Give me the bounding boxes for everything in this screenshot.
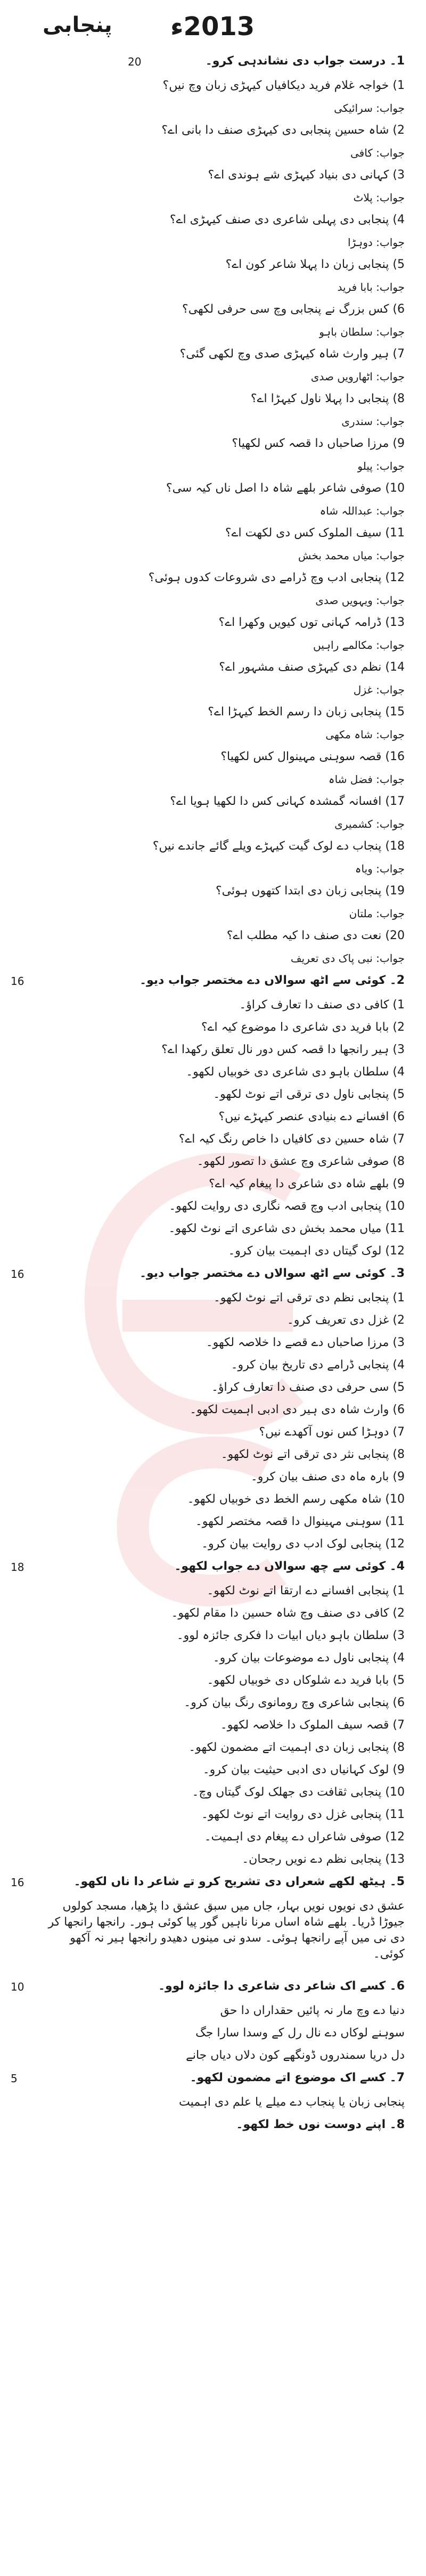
- answer-line: جواب: مکالمے راہیں: [313, 639, 405, 651]
- question-line: 12) صوفی شاعراں دے پیغام دی اہمیت۔: [204, 1830, 405, 1844]
- question-line: 5) پنجابی ناول دی ترقی اتے نوٹ لکھو۔: [213, 1088, 405, 1101]
- paragraph: عشق دی نویوں نویں بہار، جاں میں سبق عشق دا پڑھیا، مسجد کولوں جیوڑا ڈریا۔ بلھے شاہ اساں مرنا ناہیں گور پیا کوئی ہور۔ رانجھا رانجھا کر دی نی میں آپے رانجھا ہوئی۔ سدو نی مینوں دھیدو رانجھا ہیر نہ آکھو کوئی۔: [48, 1900, 405, 1961]
- question-line: 8) پنجابی دا پہلا ناول کیہڑا اے؟: [250, 392, 405, 405]
- section-heading: 8۔ اپنے دوست نوں خط لکھو۔: [236, 2118, 405, 2131]
- question-line: 2) کافی دی صنف وچ شاہ حسین دا مقام لکھو۔: [171, 1607, 405, 1620]
- question-line: 2) غزل دی تعریف کرو۔: [286, 1314, 405, 1327]
- question-line: 9) بلھے شاہ دی شاعری دا پیغام کیہ اے؟: [209, 1177, 405, 1191]
- question-line: 5) پنجابی زبان دا پہلا شاعر کون اے؟: [225, 258, 405, 271]
- subject-title: پنجابی: [43, 13, 112, 37]
- question-line: 10) صوفی شاعر بلھے شاہ دا اصل ناں کیہ سی؟: [166, 482, 405, 495]
- answer-line: جواب: ویاہ: [355, 862, 405, 875]
- question-line: پنجابی زبان یا پنجاب دے میلے یا علم دی اہمیت: [178, 2096, 405, 2109]
- question-line: 19) پنجابی زبان دی ابتدا کتھوں ہوئی؟: [216, 884, 405, 898]
- answer-line: جواب: غزل: [353, 683, 405, 696]
- question-line: 8) صوفی شاعری وچ عشق دا تصور لکھو۔: [196, 1155, 405, 1168]
- question-line: 13) ڈرامہ کہانی توں کیویں وکھرا اے؟: [218, 616, 405, 629]
- question-line: 11) سیف الملوک کس دی لکھت اے؟: [225, 526, 405, 540]
- question-line: 3) کہانی دی بنیاد کیہڑی شے ہوندی اے؟: [208, 168, 405, 182]
- question-line: 12) پنجابی ادب وچ ڈرامے دی شروعات کدوں ہوئی؟: [148, 571, 405, 584]
- question-line: 1) خواجہ غلام فرید دیکافیاں کیہڑی زبان وچ نیں؟: [162, 79, 405, 92]
- answer-line: جواب: کشمیری: [334, 818, 405, 830]
- question-line: 1) پنجابی افسانے دے ارتقا اتے نوٹ لکھو۔: [207, 1584, 405, 1597]
- section-heading: 4۔ کوئی سے چھ سوالاں دے جواب لکھو۔: [174, 1560, 405, 1573]
- question-line: 4) پنجابی ناول دے موضوعات بیان کرو۔: [212, 1651, 405, 1665]
- question-line: 6) کس بزرگ نے پنجابی وچ سی حرفی لکھی؟: [182, 303, 405, 316]
- answer-line: جواب: ویہویں صدی: [315, 594, 405, 607]
- question-line: 4) پنجابی ڈرامے دی تاریخ بیان کرو۔: [231, 1358, 405, 1372]
- marks-value: 16: [11, 1268, 24, 1281]
- question-line: 7) قصہ سیف الملوک دا خلاصہ لکھو۔: [220, 1718, 405, 1732]
- answer-line: جواب: پیلو: [357, 460, 405, 472]
- page-header: [21, 12, 405, 44]
- answer-line: جواب: سلطان باہو: [319, 325, 405, 338]
- question-line: 20) نعت دی صنف دا کیہ مطلب اے؟: [226, 929, 405, 942]
- question-line: 17) افسانہ گمشدہ کہانی کس دا لکھیا ہویا اے؟: [170, 795, 405, 808]
- question-line: 7) دوہڑا کس نوں آکھدے نیں؟: [259, 1425, 405, 1439]
- question-line: سوہنے لوکاں دے نال رل کے وسدا سارا جگ: [195, 2026, 405, 2040]
- question-line: 18) پنجاب دے لوک گیت کیہڑے ویلے گائے جاندے نیں؟: [152, 839, 405, 853]
- question-line: 7) ہیر وارث شاہ کیہڑی صدی وچ لکھی گئی؟: [179, 347, 405, 361]
- answer-line: جواب: کافی: [350, 146, 405, 159]
- answer-line: جواب: نبی پاک دی تعریف: [290, 952, 405, 965]
- answer-line: جواب: بابا فرید: [337, 281, 405, 294]
- question-line: دنیا دے وچ مار نہ پائیں حقداراں دا حق: [220, 2004, 405, 2017]
- marks-value: 18: [11, 1561, 24, 1574]
- question-line: 9) مرزا صاحباں دا قصہ کس لکھیا؟: [232, 437, 405, 450]
- question-line: 12) لوک گیتاں دی اہمیت بیان کرو۔: [228, 1244, 405, 1258]
- question-line: 3) سلطان باہو دیاں ابیات دا فکری جائزہ لوو۔: [176, 1629, 405, 1642]
- question-line: 10) شاہ مکھی رسم الخط دی خوبیاں لکھو۔: [187, 1493, 405, 1506]
- answer-line: جواب: دوہڑا: [347, 236, 405, 249]
- marks-value: 10: [11, 1980, 24, 1993]
- question-line: 8) پنجابی نثر دی ترقی اتے نوٹ لکھو۔: [220, 1448, 405, 1461]
- question-line: 6) افسانے دے بنیادی عنصر کیہڑے نیں؟: [218, 1110, 405, 1123]
- question-line: 3) ہیر رانجھا دا قصہ کس دور نال تعلق رکھدا اے؟: [161, 1043, 405, 1056]
- question-line: 8) پنجابی زبان دی اہمیت اتے مضمون لکھو۔: [189, 1741, 405, 1754]
- question-line: 13) پنجابی نظم دے نویں رجحان۔: [242, 1853, 405, 1866]
- answer-line: جواب: سرائیکی: [334, 102, 405, 115]
- question-line: 2) شاہ حسین پنجابی دی کیہڑی صنف دا بانی اے؟: [161, 124, 405, 137]
- section-heading: 1۔ درست جواب دی نشاندہی کرو۔: [205, 54, 405, 68]
- question-line: 9) لوک کہانیاں دی ادبی حیثیت بیان کرو۔: [202, 1763, 405, 1776]
- answer-line: جواب: سندری: [341, 415, 405, 428]
- marks-value: 16: [11, 975, 24, 988]
- question-line: 14) نظم دی کیہڑی صنف مشہور اے؟: [219, 661, 405, 674]
- question-line: 10) پنجابی ادب وچ قصہ نگاری دی روایت لکھو۔: [169, 1200, 405, 1213]
- question-line: 9) بارہ ماہ دی صنف بیان کرو۔: [250, 1470, 405, 1483]
- question-line: 6) وارث شاہ دی ہیر دی ادبی اہمیت لکھو۔: [190, 1403, 405, 1416]
- question-line: 10) پنجابی ثقافت دی جھلک لوک گیتاں وچ۔: [192, 1786, 405, 1799]
- question-line: 2) بابا فرید دی شاعری دا موضوع کیہ اے؟: [201, 1021, 405, 1034]
- question-line: 3) مرزا صاحباں دے قصے دا خلاصہ لکھو۔: [206, 1336, 405, 1349]
- question-line: 4) پنجابی دی پہلی شاعری دی صنف کیہڑی اے؟: [169, 213, 405, 226]
- question-line: 1) پنجابی نظم دی ترقی اتے نوٹ لکھو۔: [213, 1291, 405, 1305]
- section-heading: 6۔ کسے اک شاعر دی شاعری دا جائزہ لوو۔: [158, 1979, 405, 1993]
- exam-year: 2013ء: [170, 12, 255, 42]
- question-line: 11) سوہنی مہینوال دا قصہ مختصر لکھو۔: [195, 1515, 405, 1528]
- answer-line: جواب: اٹھارویں صدی: [310, 370, 405, 383]
- answer-line: جواب: عبداللہ شاہ: [320, 504, 405, 517]
- question-line: 4) سلطان باہو دی شاعری دی خوبیاں لکھو۔: [186, 1065, 405, 1079]
- answer-line: جواب: ملتان: [349, 907, 405, 920]
- question-line: دل دریا سمندروں ڈونگھے کون دلاں دیاں جانے: [185, 2049, 405, 2062]
- question-line: 5) سی حرفی دی صنف دا تعارف کراؤ۔: [211, 1381, 405, 1394]
- answer-line: جواب: پلاٹ: [353, 191, 405, 204]
- question-line: 12) پنجابی لوک ادب دی روایت بیان کرو۔: [201, 1537, 405, 1551]
- answer-line: جواب: فضل شاہ: [328, 773, 405, 786]
- question-line: 1) کافی دی صنف دا تعارف کراؤ۔: [239, 998, 405, 1012]
- question-line: 5) بابا فرید دے شلوکاں دی خوبیاں لکھو۔: [207, 1674, 405, 1687]
- question-line: 16) قصہ سوہنی مہینوال کس لکھیا؟: [220, 750, 405, 763]
- question-line: 11) میاں محمد بخش دی شاعری اتے نوٹ لکھو۔: [168, 1222, 405, 1235]
- section-heading: 2۔ کوئی سے اٹھ سوالاں دے مختصر جواب دیو۔: [140, 974, 405, 987]
- section-heading: 3۔ کوئی سے اٹھ سوالاں دے مختصر جواب دیو۔: [140, 1267, 405, 1280]
- question-line: 6) پنجابی شاعری وچ رومانوی رنگ بیان کرو۔: [184, 1696, 405, 1709]
- question-line: 11) پنجابی غزل دی روایت اتے نوٹ لکھو۔: [201, 1808, 405, 1821]
- section-heading: 7۔ کسے اک موضوع اتے مضمون لکھو۔: [190, 2071, 405, 2084]
- question-line: 15) پنجابی زبان دا رسم الخط کیہڑا اے؟: [208, 705, 405, 719]
- answer-line: جواب: میاں محمد بخش: [298, 549, 405, 562]
- question-line: 7) شاہ حسین دی کافیاں دا خاص رنگ کیہ اے؟: [178, 1132, 405, 1146]
- section-heading: 5۔ ہیٹھ لکھے شعراں دی تشریح کرو تے شاعر دا ناں لکھو۔: [73, 1875, 405, 1888]
- marks-value: 5: [11, 2072, 18, 2085]
- answer-line: جواب: شاہ مکھی: [325, 728, 405, 741]
- marks-value: 20: [128, 55, 142, 68]
- marks-value: 16: [11, 1876, 24, 1889]
